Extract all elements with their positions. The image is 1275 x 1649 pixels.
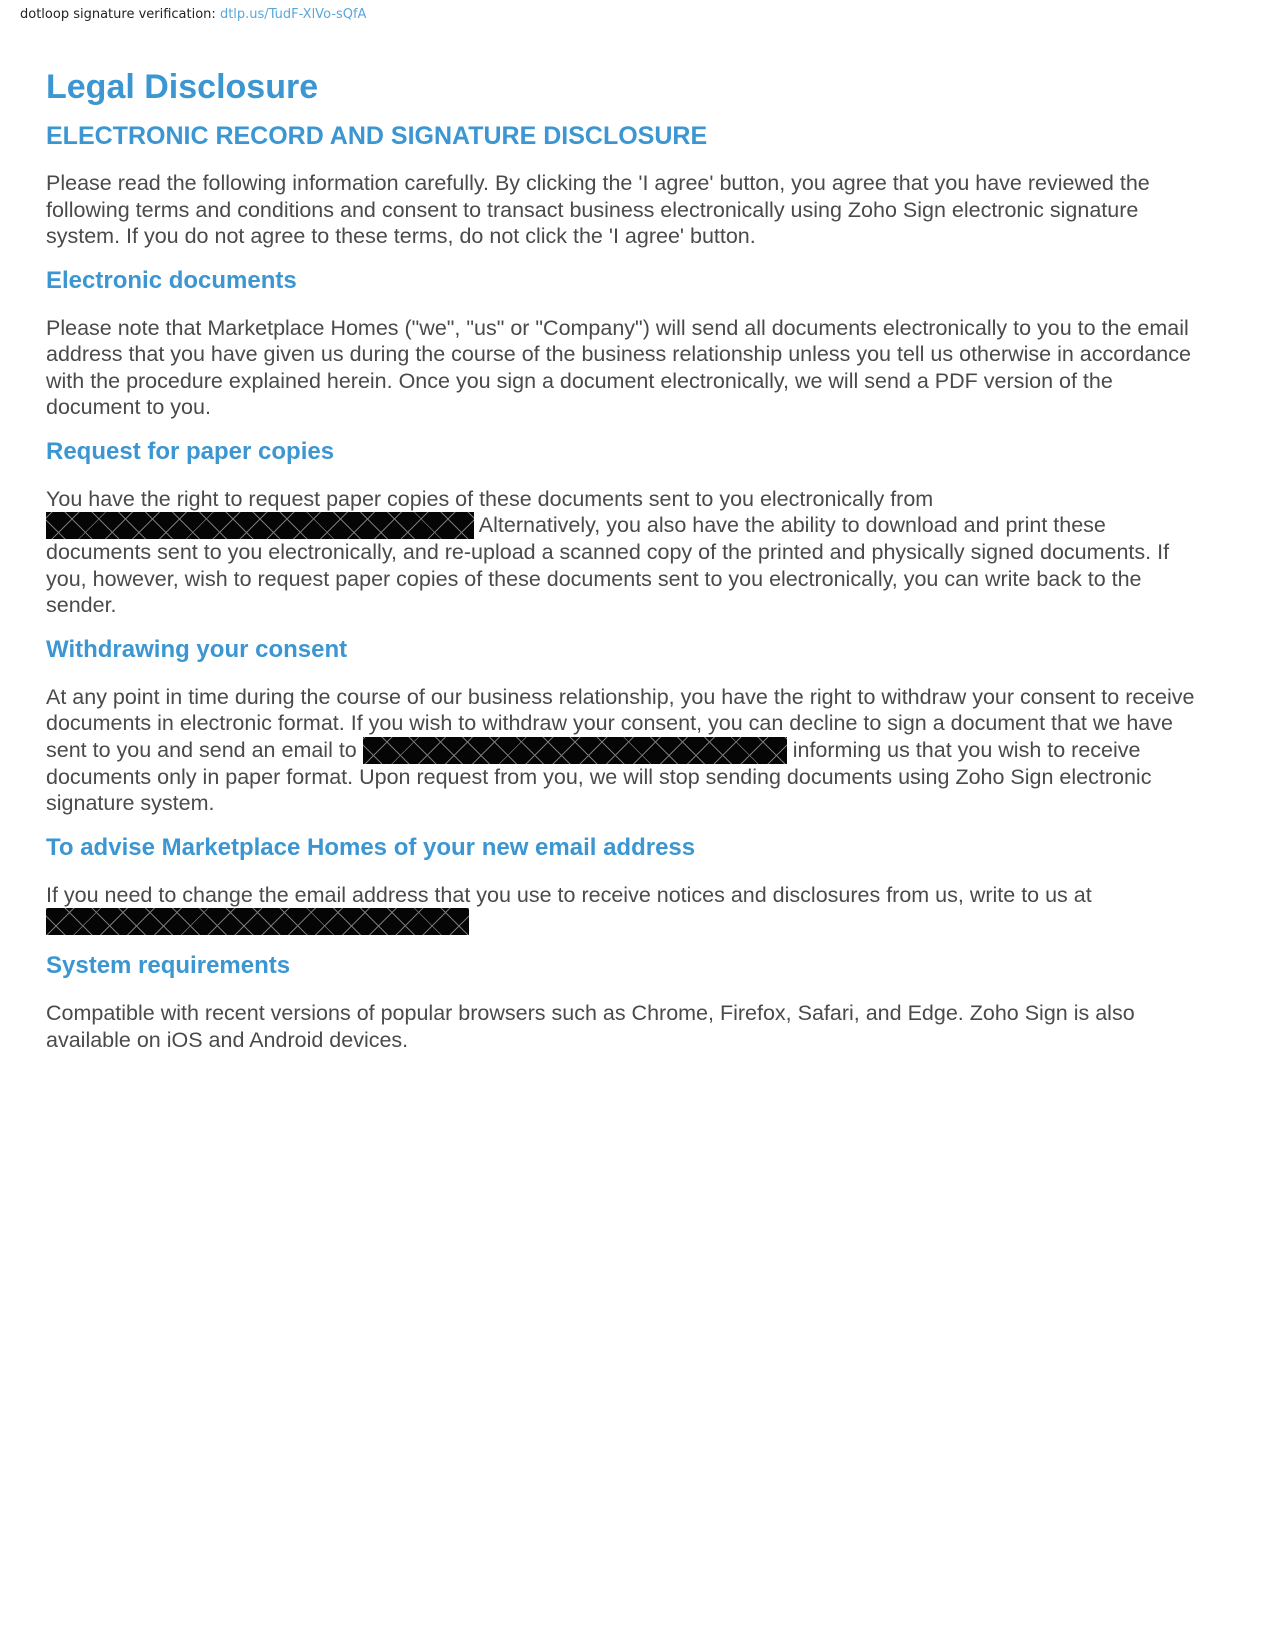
withdraw-text-start: At any point in time during the course of our business relationship, you have the right to withdraw your consent to receive documents in electronic format. If you wish to withdraw your consent, you can decline to sign a document that we have sent to you and send an email to xyxy=(46,684,1195,762)
redaction-block xyxy=(46,512,474,539)
new-email-paragraph xyxy=(46,882,1196,936)
electronic-documents-paragraph: Please note that Marketplace Homes ("we", "us" or "Company") will send all documents electronically to you to the email address that you have given us during the course of the business relationship unless you tell us otherwise in accordance with the procedure explained herein. Once you sign a document electronically, we will send a PDF version of the document to you. xyxy=(46,315,1191,419)
redaction-block xyxy=(46,908,469,935)
verification-label: dotloop signature verification: xyxy=(20,7,216,22)
heading-paper-copies: Request for paper copies xyxy=(46,437,335,465)
document-body xyxy=(46,64,1196,1053)
paper-copies-paragraph xyxy=(46,486,1196,619)
paper-copies-text-end: Alternatively, you also have the ability to download and print these documents sent to you electronically, and re-upload a scanned copy of the printed and physically signed documents. If you, however, wish to request paper copies of these documents sent to you electronically, you can write back to the sender. xyxy=(46,513,1170,617)
system-requirements-paragraph: Compatible with recent versions of popular browsers such as Chrome, Firefox, Safari, and Edge. Zoho Sign is also available on iOS and Android devices. xyxy=(46,1001,1135,1052)
page-title: Legal Disclosure xyxy=(46,68,319,106)
disclosure-subtitle: ELECTRONIC RECORD AND SIGNATURE DISCLOSURE xyxy=(46,122,708,150)
heading-new-email: To advise Marketplace Homes of your new email address xyxy=(46,833,696,861)
new-email-text: If you need to change the email address that you use to receive notices and disclosures from us, write to us at xyxy=(46,882,1092,907)
paper-copies-text-start: You have the right to request paper copies of these documents sent to you electronically from xyxy=(46,486,934,511)
withdraw-consent-paragraph xyxy=(46,684,1196,817)
signature-verification xyxy=(20,7,366,22)
withdraw-text-end: informing us that you wish to receive documents only in paper format. Upon request from you, we will stop sending documents using Zoho Sign electronic signature system. xyxy=(46,737,1152,815)
intro-paragraph: Please read the following information carefully. By clicking the 'I agree' button, you agree that you have reviewed the following terms and conditions and consent to transact business electronically using Zoho Sign electronic signature system. If you do not agree to these terms, do not click the 'I agree' button. xyxy=(46,171,1150,248)
verification-link[interactable]: dtlp.us/TudF-XlVo-sQfA xyxy=(219,7,367,22)
redaction-block xyxy=(363,737,787,764)
heading-electronic-documents: Electronic documents xyxy=(46,266,297,294)
heading-system-requirements: System requirements xyxy=(46,952,291,979)
heading-withdraw-consent: Withdrawing your consent xyxy=(46,635,348,663)
